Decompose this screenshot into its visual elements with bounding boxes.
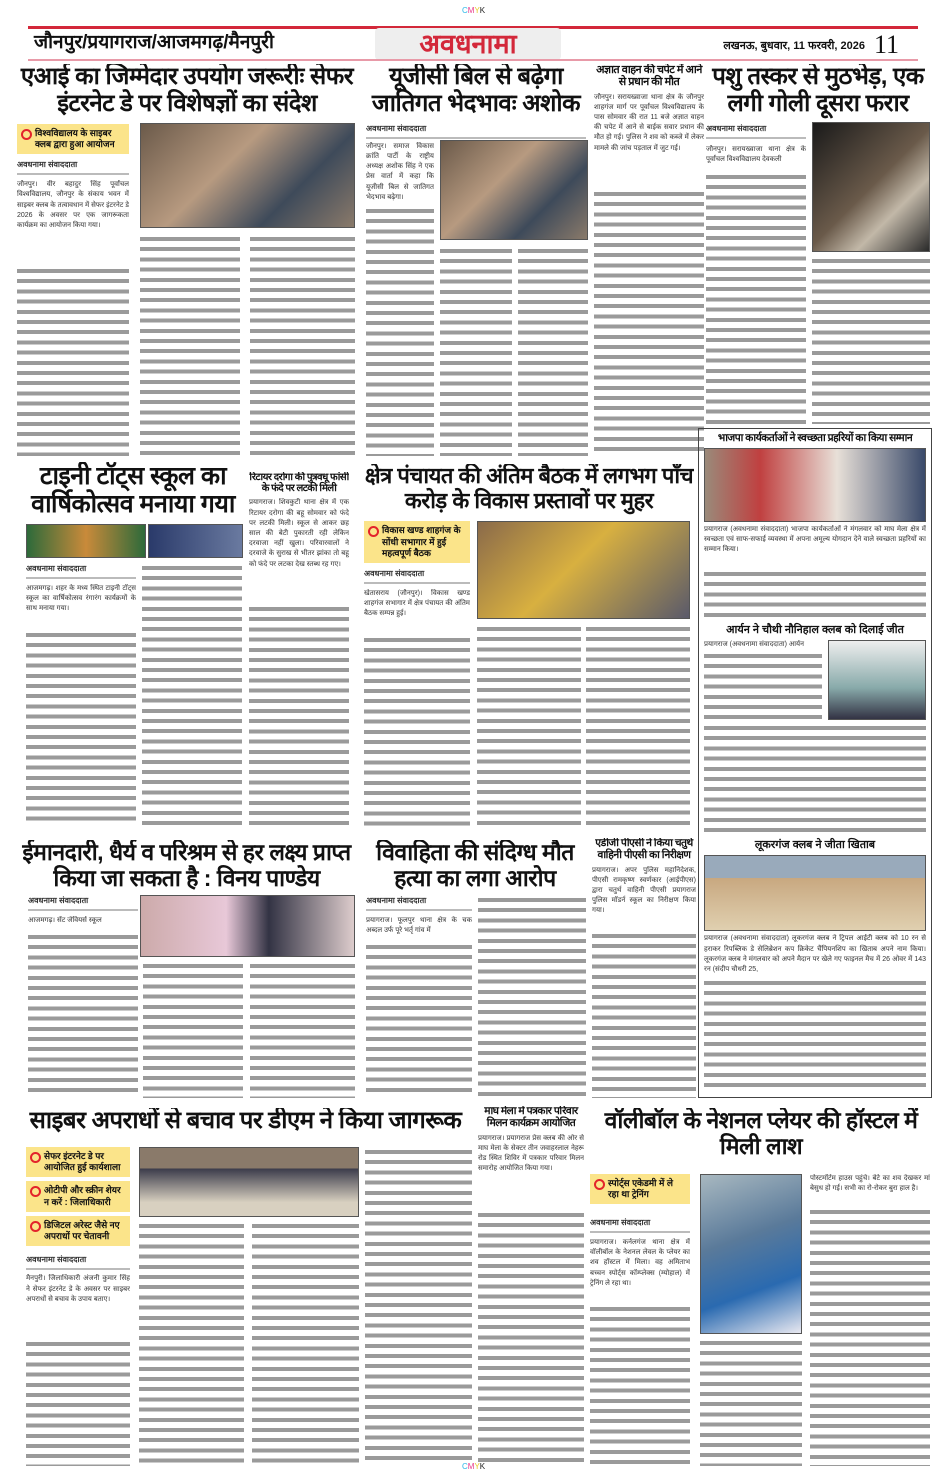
headline-pradhan: अज्ञात वाहन की चपेट में आने से प्रधान की मौत	[596, 64, 702, 89]
article-imandari	[18, 840, 355, 1098]
body-cyber-col1	[26, 1339, 130, 1466]
body-volleyball-col3	[810, 1207, 930, 1467]
byline-volleyball: अवधनामा संवाददाता	[590, 1217, 690, 1233]
headline-daroga: रिटायर दरोगा की पुत्रवधू फांसी के फंदे पर लटकी मिली	[249, 472, 349, 495]
article-volleyball	[590, 1108, 932, 1466]
headline-panchayat: क्षेत्र पंचायत की अंतिम बैठक में लगभग पाँच करोड़ के विकास प्रस्तावों पर मुहर	[364, 464, 694, 513]
article-cyber	[18, 1108, 473, 1466]
body-magh	[478, 1210, 584, 1467]
byline-ai: अवधनामा संवाददाता	[17, 159, 129, 175]
byline-tiny: अवधनामा संवाददाता	[26, 563, 136, 579]
byline-cyber: अवधनामा संवाददाता	[26, 1254, 130, 1270]
lead-vivahita: प्रयागराज। फूलपुर थाना क्षेत्र के चक अब्दल उर्फ पूरे भर्तृ गांव में	[366, 916, 472, 934]
headline-ai: एआई का जिम्मेदार उपयोग जरूरीः सेफर इंटरनेट डे पर विशेषज्ञों का संदेश	[20, 64, 354, 117]
tag-cyber-1: सेफर इंटरनेट डे पर आयोजित हुई कार्यशाला	[26, 1147, 130, 1178]
body-volleyball-col1	[590, 1304, 690, 1466]
headline-magh: माघ मेला में पत्रकार परिवार मिलन कार्यक्रम आयोजित	[484, 1106, 578, 1129]
lead-volleyball: प्रयागराज। कर्नलगंज थाना क्षेत्र में वॉलीबॉल के नेशनल लेवल के प्लेयर का शव हॉस्टल में मिला। वह अमिताभ बच्चन स्पोर्ट्स कॉम्प्लेक्स (म्योहाल) में ट्रेनिंग ले रहा था।	[590, 1239, 690, 1287]
byline-ugc: अवधनामा संवाददाता	[366, 123, 586, 139]
body-aryan-col2	[704, 723, 926, 835]
byline-panchayat: अवधनामा संवाददाता	[364, 568, 470, 584]
body-pashu-col2	[812, 256, 930, 424]
article-vivahita	[362, 840, 588, 1098]
page-number: 11	[874, 30, 900, 59]
body-vivahita-col1	[366, 942, 472, 1099]
article-tiny	[22, 462, 244, 826]
tag-volleyball: स्पोर्ट्स एकेडमी में ले रहा था ट्रेनिंग	[590, 1174, 690, 1205]
print-mark-bottom: CMYK	[462, 1462, 486, 1471]
photo-tiny-audience	[148, 524, 243, 558]
headline-aryan: आर्यन ने चौथी नौनिहाल क्लब को दिलाई जीत	[726, 623, 904, 636]
dateline: लखनऊ, बुधवार, 11 फरवरी, 2026	[723, 40, 865, 52]
headline-imandari: ईमानदारी, धैर्य व परिश्रम से हर लक्ष्य प्राप्त किया जा सकता है : विनय पाण्डेय	[22, 840, 351, 891]
lead-bjp: प्रयागराज (अवधनामा संवाददाता) भाजपा कार्यकर्ताओं ने मंगलवार को माघ मेला क्षेत्र में स्वच्छता एवं साफ-सफाई व्यवस्था में अपना अमूल्य योगदान देने वाले स्वच्छता प्रहरियों का सम्मान किया।	[704, 525, 926, 554]
brief-magh	[478, 1106, 584, 1466]
photo-tiny-dance	[26, 524, 146, 558]
body-lukarganj	[704, 978, 926, 1093]
body-ai-col3	[250, 234, 355, 456]
photo-cyber-workshop	[139, 1147, 359, 1217]
tag-cyber-2: ओटीपी और स्क्रीन शेयर न करें : जिलाधिकारी	[26, 1181, 130, 1212]
lead-tiny: आजमगढ़। शहर के मध्य स्थित टाइनी टॉट्स स्कूल का वार्षिकोत्सव रंगारंग कार्यक्रमों के साथ मनाया गया।	[26, 585, 136, 613]
lead-imandari: आजमगढ़। सेंट जेवियर्स स्कूल	[28, 916, 102, 924]
lead-adg: प्रयागराज। अपर पुलिस महानिदेशक, पीएसी रामकृष्ण स्वर्णकार (आईपीएस) द्वारा चतुर्थ वाहिनी पीएसी प्रयागराज पुलिस मॉडर्न स्कूल का निरीक्षण किया गया।	[592, 866, 696, 915]
headline-vivahita: विवाहिता की संदिग्ध मौत हत्या का लगा आरोप	[376, 840, 574, 891]
photo-aryan	[828, 640, 926, 720]
body-pradhan	[594, 189, 704, 456]
body-tiny-col1	[26, 630, 136, 826]
body-bjp	[704, 569, 926, 620]
byline-vivahita: अवधनामा संवाददाता	[366, 895, 472, 911]
editions: जौनपुर/प्रयागराज/आजमगढ़/मैनपुरी	[34, 32, 274, 53]
body-ugc-col3	[518, 246, 588, 456]
body-panchayat-col3	[586, 624, 690, 826]
photo-pashu-encounter	[812, 122, 930, 252]
headline-tiny: टाइनी टॉट्स स्कूल का वार्षिकोत्सव मनाया गया	[31, 462, 235, 518]
brief-pradhan	[594, 64, 704, 456]
body-vivahita-col2	[478, 895, 586, 1099]
body-tiny-col2	[142, 563, 242, 826]
body-cyber-col2	[139, 1221, 244, 1466]
masthead-bottom-rule	[28, 59, 918, 61]
headline-volleyball: वॉलीबॉल के नेशनल प्लेयर की हॉस्टल में मिली लाश	[604, 1108, 918, 1159]
body-panchayat-col2	[477, 624, 581, 826]
headline-ugc: यूजीसी बिल से बढ़ेगा जातिगत भेदभावः अशोक	[371, 64, 581, 117]
brief-adg	[592, 838, 696, 1098]
lead-magh: प्रयागराज। प्रयागराज प्रेस क्लब की ओर से माघ मेला के सेक्टर तीन जवाहरलाल नेहरू रोड स्थित शिविर में पत्रकार परिवार मिलन समारोह आयोजित किया गया।	[478, 1134, 584, 1173]
photo-lukarganj-team	[704, 855, 926, 931]
lead-pradhan: जौनपुर। सरायख्वाजा थाना क्षेत्र के जौनपुर शाहगंज मार्ग पर पूर्वांचल विश्वविद्यालय के पास सोमवार की रात 11 बजे अज्ञात वाहन की चपेट में आने से बाईक सवार प्रधान की मौत हो गई। पुलिस ने शव को कब्जे में लेकर मामले की जांच पड़ताल में जुट गई।	[594, 93, 704, 152]
lead-pashu: जौनपुर। सरायख्वाजा थाना क्षेत्र के पूर्वांचल विश्वविद्यालय देवकली	[706, 145, 806, 163]
tag-panchayat: विकास खण्ड शाहगंज के सोंधी सभागार में हुई महत्वपूर्ण बैठक	[364, 521, 470, 563]
body-ai-col2	[140, 234, 240, 456]
body-adg	[592, 931, 696, 1099]
logo: अवधनामा	[375, 28, 561, 60]
article-panchayat	[364, 464, 694, 826]
body-imandari-col2	[143, 961, 243, 1099]
lead-ugc: जौनपुर। समाज विकास क्रांति पार्टी के राष्ट्रीय अध्यक्ष अशोक सिंह ने एक प्रेस वार्ता में कहा कि यूजीसी बिल से जातिगत भेदभाव बढ़ेगा।	[366, 142, 434, 201]
body-cyber-col4	[365, 1147, 472, 1466]
body-ai-col1	[17, 266, 129, 456]
headline-adg: एडीजी पीएसी ने किया चतुर्थ वाहिनी पीएसी का निरीक्षण	[595, 838, 693, 861]
photo-imandari-group	[140, 895, 355, 957]
print-mark: CMYK	[462, 6, 486, 15]
body-ugc-col1	[366, 206, 434, 456]
body-imandari-col3	[250, 961, 355, 1099]
article-ugc	[362, 64, 590, 456]
lead-lukarganj: प्रयागराज (अवधनामा संवाददाता) लूकरगंज क्लब ने ट्रिपल आईटी क्लब को 10 रन से हराकर रिपब्लिक डे सेलिब्रेशन कप क्रिकेट चैंपियनशिप का खिताब अपने नाम किया। लूकरगंज क्लब ने मंगलवार को अपने मैदान पर खेले गए फाइनल मैच में 26 ओवर में 143 रन (संदीप चौधरी 25,	[704, 935, 926, 973]
body-imandari-col1	[28, 932, 138, 1099]
lead-panchayat: खेतासराय (जौनपुर)। विकास खण्ड शाहगंज सभागार में क्षेत्र पंचायत की अंतिम बैठक सम्पन्न हुई।	[364, 590, 470, 618]
headline-lukarganj: लूकरगंज क्लब ने जीता खिताब	[754, 839, 876, 852]
lead-cyber: मैनपुरी। जिलाधिकारी अंजनी कुमार सिंह ने सेफर इंटरनेट डे के अवसर पर साइबर अपराधों से बचाव के उपाय बताए।	[26, 1275, 130, 1303]
photo-ai-event	[140, 123, 355, 228]
photo-panchayat-meeting	[477, 521, 690, 619]
body-ugc-col2	[440, 246, 512, 456]
article-ai	[17, 64, 357, 456]
byline-pashu: अवधनामा संवाददाता	[706, 123, 806, 139]
photo-ugc-press	[440, 140, 588, 240]
headline-pashu: पशु तस्कर से मुठभेड़, एक लगी गोली दूसरा फरार	[712, 64, 924, 117]
body-cyber-col3	[252, 1221, 359, 1466]
lead-aryan: प्रयागराज (अवधनामा संवाददाता) आर्यन	[704, 641, 804, 649]
tag-cyber-3: डिजिटल अरेस्ट जैसे नए अपराधों पर चेतावनी	[26, 1216, 130, 1247]
photo-volleyball-player	[700, 1174, 802, 1334]
body-volleyball-col2	[700, 1338, 802, 1467]
sports-box	[698, 428, 932, 1098]
tag-ai: विश्वविद्यालय के साइबर क्लब द्वारा हुआ आयोजन	[17, 124, 129, 155]
lead-daroga: प्रयागराज। शिवकुटी थाना क्षेत्र में एक रिटायर दरोगा की बहू सोमवार को फंदे पर लटकी मिली। स्कूल से आकर छह साल की बेटी पुकारती रही लेकिन दरवाजा नहीं खुला। परिवारवालों ने दरवाजे के सुराख से भीतर झांका तो बहू को फंदे पर लटका देख स्तब्ध रह गए।	[249, 499, 349, 568]
body-aryan-col1	[704, 651, 822, 720]
body-panchayat-col1	[364, 635, 470, 826]
byline-imandari: अवधनामा संवाददाता	[28, 895, 138, 911]
article-pashu	[704, 64, 932, 424]
body-volleyball-col3-lead: पोस्टमॉर्टम हाउस पहुंचे। बेटे का शव देखकर मां बेसुध हो गई। सभी का रो-रोकर बुरा हाल है।	[810, 1174, 930, 1192]
photo-bjp-honour	[704, 448, 926, 522]
brief-daroga	[249, 472, 349, 826]
lead-ai: जौनपुर। वीर बहादुर सिंह पूर्वांचल विश्वविद्यालय, जौनपुर के संकाय भवन में साइबर क्लब के तत्वावधान में सेफर इंटरनेट डे 2026 के अवसर पर एक जागरूकता कार्यक्रम का आयोजन किया गया।	[17, 181, 129, 230]
headline-cyber: साइबर अपराधों से बचाव पर डीएम ने किया जागरूक	[29, 1108, 462, 1134]
body-pashu-col1	[706, 172, 806, 424]
body-daroga	[249, 604, 349, 826]
headline-bjp: भाजपा कार्यकर्ताओं ने स्वच्छता प्रहरियों का किया सम्मान	[717, 432, 913, 444]
